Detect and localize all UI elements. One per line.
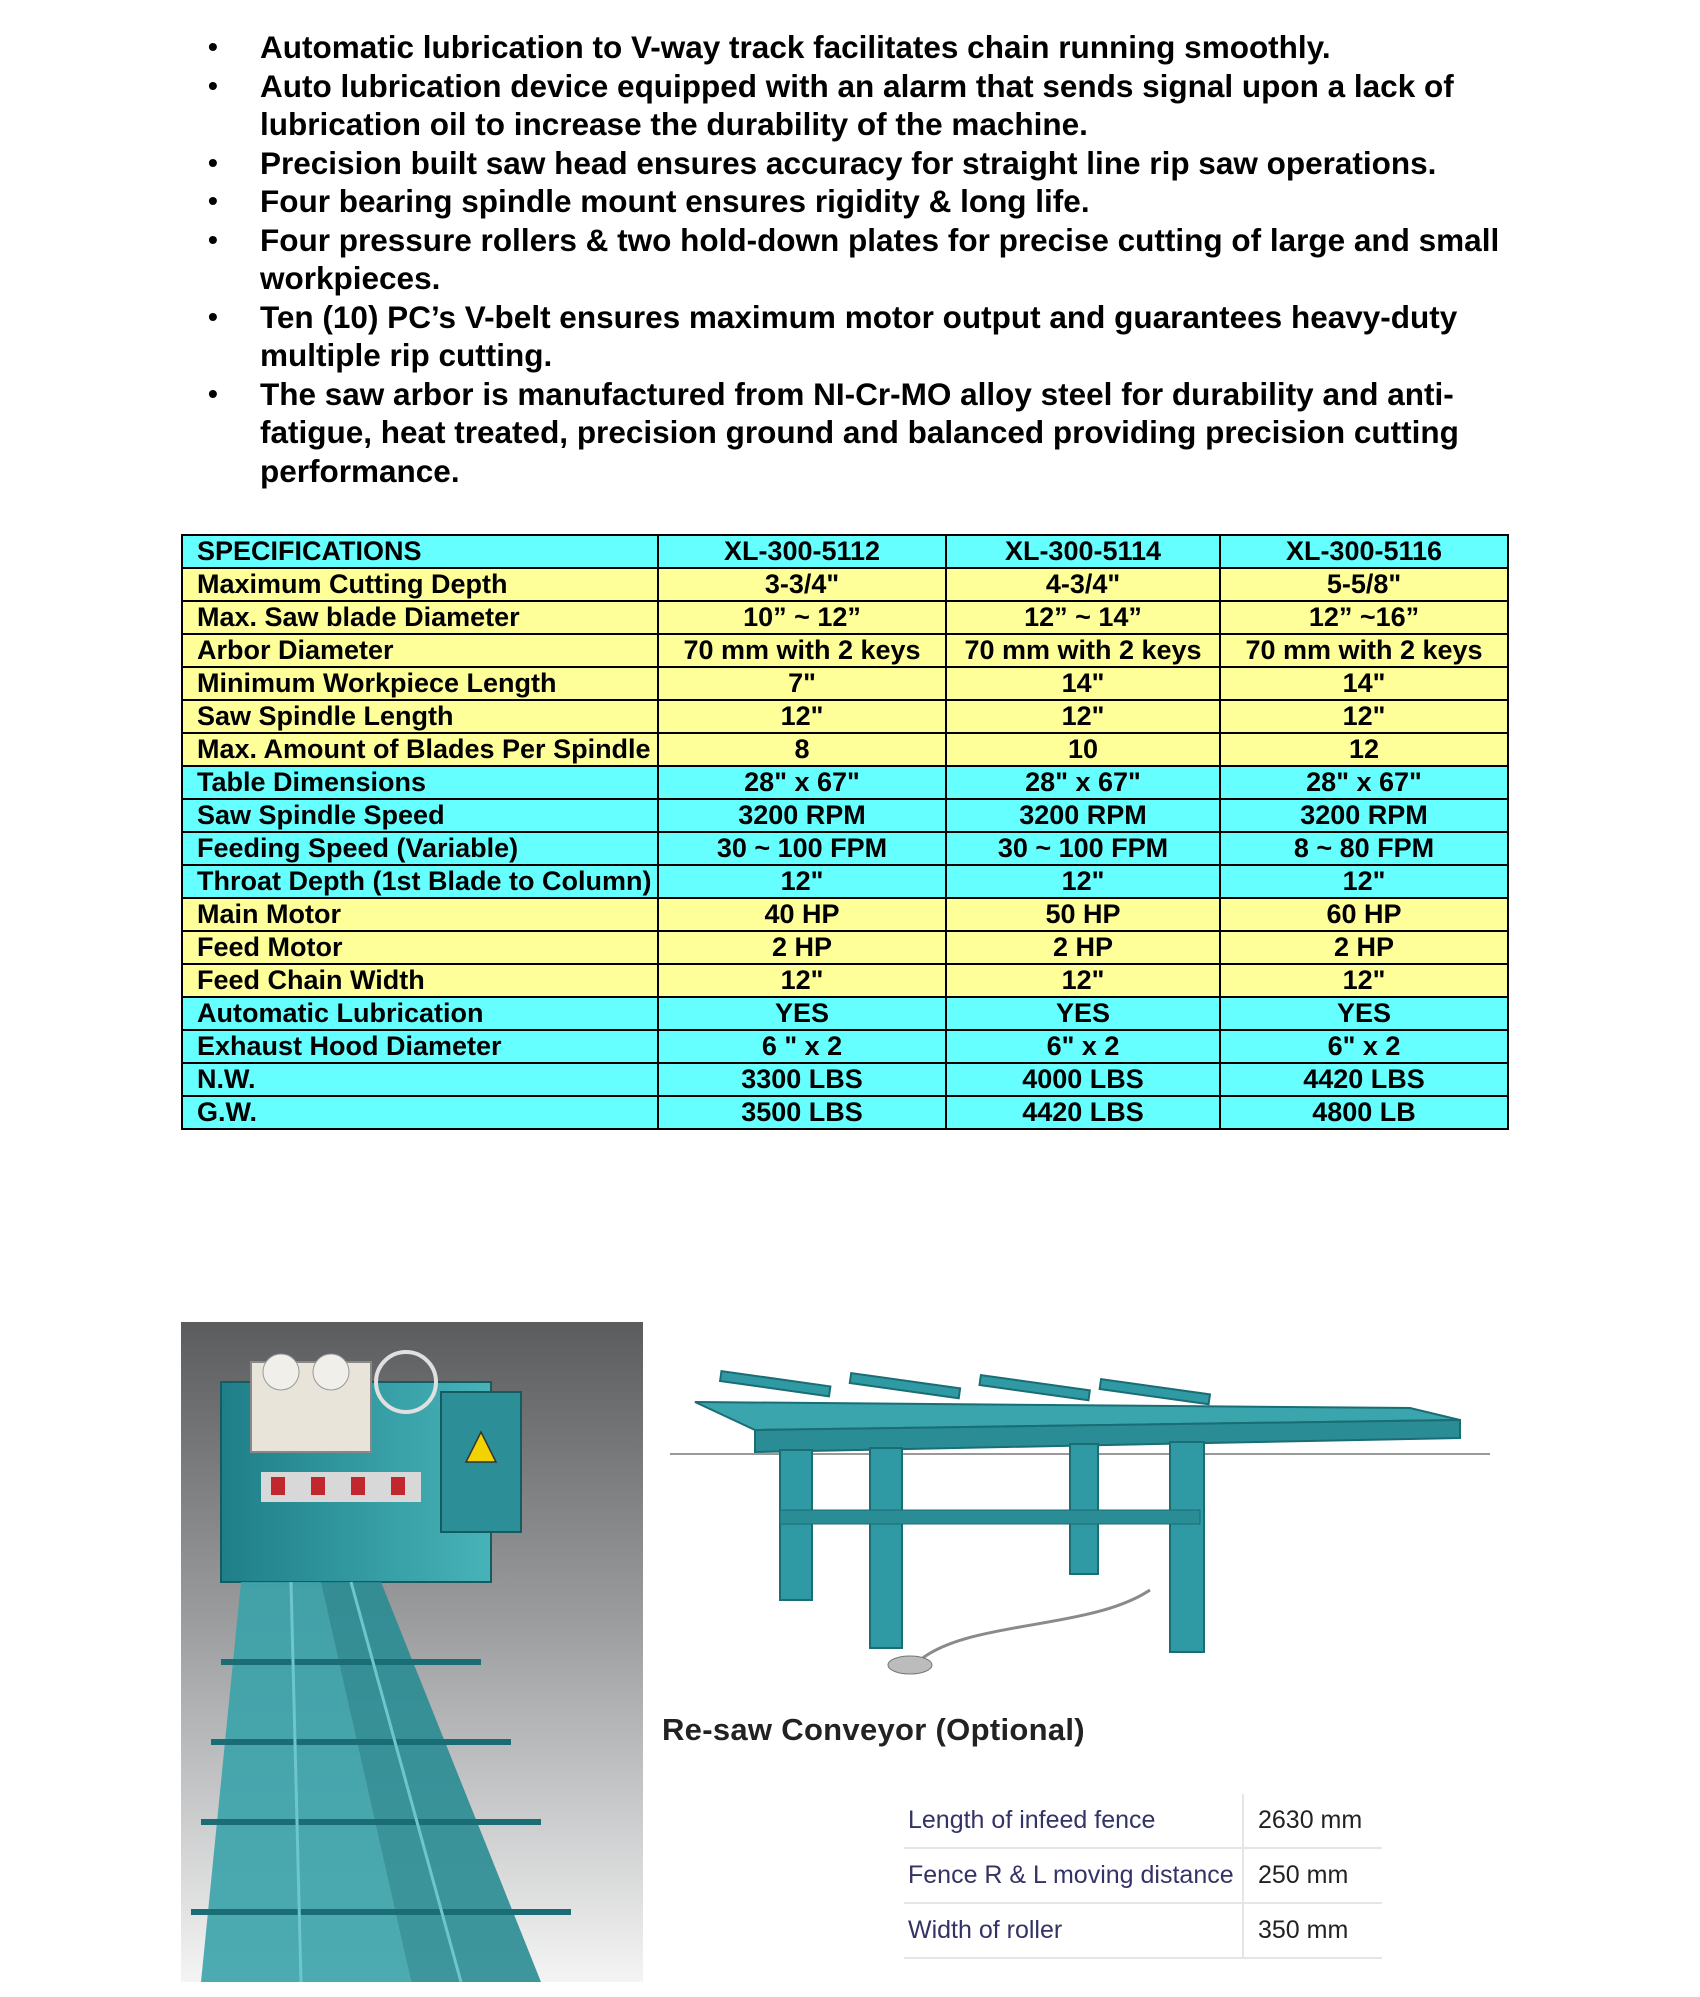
spec-value: 12" [658,700,946,733]
spec-label: Max. Saw blade Diameter [182,601,658,634]
spec-value: 14" [1220,667,1508,700]
spec-label: Feed Chain Width [182,964,658,997]
spec-value: 14" [946,667,1220,700]
spec-value: 12" [946,865,1220,898]
spec-value: 8 [658,733,946,766]
spec-label: Throat Depth (1st Blade to Column) [182,865,658,898]
conveyor-spec-row [904,1848,1382,1903]
bullet-icon: • [208,69,218,101]
spec-value: 28" x 67" [658,766,946,799]
spec-label: Minimum Workpiece Length [182,667,658,700]
spec-row [182,601,1508,634]
spec-label: Feed Motor [182,931,658,964]
spec-row [182,997,1508,1030]
bullet-icon: • [208,377,218,409]
spec-value: 40 HP [658,898,946,931]
spec-header-row [182,535,1508,568]
spec-value: 12" [946,700,1220,733]
spec-value: YES [658,997,946,1030]
spec-value: 70 mm with 2 keys [658,634,946,667]
spec-row [182,865,1508,898]
spec-row [182,832,1508,865]
spec-value: 10” ~ 12” [658,601,946,634]
spec-value: 30 ~ 100 FPM [946,832,1220,865]
spec-value: 12" [1220,700,1508,733]
spec-label: Exhaust Hood Diameter [182,1030,658,1063]
spec-value: 3200 RPM [946,799,1220,832]
conveyor-spec-value: 250 mm [1243,1848,1382,1903]
spec-row [182,964,1508,997]
spec-value: 6 " x 2 [658,1030,946,1063]
conveyor-caption: Re-saw Conveyor (Optional) [662,1712,1085,1747]
conveyor-spec-label: Fence R & L moving distance [904,1848,1243,1903]
spec-value: 3500 LBS [658,1096,946,1129]
spec-value: 2 HP [946,931,1220,964]
spec-value: 10 [946,733,1220,766]
spec-row [182,568,1508,601]
feature-item: • Auto lubrication device equipped with an alarm that sends signal upon a lack of lubrication oil to increase the durability of the machine. [208,67,1454,142]
conveyor-spec-table [904,1794,1382,1959]
spec-value: 12" [658,964,946,997]
spec-value: 60 HP [1220,898,1508,931]
spec-label: Saw Spindle Length [182,700,658,733]
spec-label: Feeding Speed (Variable) [182,832,658,865]
conveyor-spec-row [904,1903,1382,1958]
spec-label: Main Motor [182,898,658,931]
spec-value: 2 HP [658,931,946,964]
spec-row [182,733,1508,766]
spec-header-cell: SPECIFICATIONS [182,535,658,568]
bullet-icon: • [208,300,218,332]
feature-item: • Precision built saw head ensures accuracy for straight line rip saw operations. [208,144,1437,181]
spec-value: 12” ~16” [1220,601,1508,634]
spec-value: 12" [1220,865,1508,898]
spec-value: 7" [658,667,946,700]
rip-saw-machine-photo [181,1322,643,1982]
spec-value: 3300 LBS [658,1063,946,1096]
spec-value: 70 mm with 2 keys [946,634,1220,667]
spec-label: Table Dimensions [182,766,658,799]
spec-row [182,1030,1508,1063]
spec-value: 6" x 2 [946,1030,1220,1063]
spec-label: Maximum Cutting Depth [182,568,658,601]
feature-list [200,28,1550,490]
spec-value: 30 ~ 100 FPM [658,832,946,865]
spec-value: 28" x 67" [946,766,1220,799]
spec-value: 3200 RPM [1220,799,1508,832]
conveyor-spec-label: Width of roller [904,1903,1243,1958]
spec-label: Max. Amount of Blades Per Spindle [182,733,658,766]
spec-label: Automatic Lubrication [182,997,658,1030]
spec-value: YES [1220,997,1508,1030]
bullet-icon: • [208,31,218,62]
spec-row [182,700,1508,733]
spec-value: 12” ~ 14” [946,601,1220,634]
conveyor-spec-row [904,1794,1382,1848]
feature-item: • Automatic lubrication to V-way track facilitates chain running smoothly. [208,29,1331,65]
spec-value: 2 HP [1220,931,1508,964]
spec-value: 50 HP [946,898,1220,931]
spec-value: 4-3/4" [946,568,1220,601]
bullet-icon: • [208,185,218,216]
conveyor-spec-value: 2630 mm [1243,1794,1382,1848]
spec-value: 6" x 2 [1220,1030,1508,1063]
spec-label: Arbor Diameter [182,634,658,667]
spec-row [182,1096,1508,1129]
spec-label: Saw Spindle Speed [182,799,658,832]
spec-row [182,766,1508,799]
spec-value: 3200 RPM [658,799,946,832]
spec-value: 12" [1220,964,1508,997]
model-header-xl-300-5114: XL-300-5114 [946,535,1220,568]
spec-row [182,667,1508,700]
spec-row [182,799,1508,832]
spec-value: 12" [946,964,1220,997]
feature-item: • The saw arbor is manufactured from NI-Cr-MO alloy steel for durability and anti-fatigue, heat treated, precision ground and balanced providing precision cutting performance. [208,375,1459,489]
spec-value: 12 [1220,733,1508,766]
spec-label: N.W. [182,1063,658,1096]
spec-value: 8 ~ 80 FPM [1220,832,1508,865]
spec-label: G.W. [182,1096,658,1129]
spec-value: 28" x 67" [1220,766,1508,799]
model-header-xl-300-5112: XL-300-5112 [658,535,946,568]
spec-value: 5-5/8" [1220,568,1508,601]
spec-row [182,634,1508,667]
re-saw-conveyor-photo [670,1360,1510,1690]
spec-value: 4420 LBS [946,1096,1220,1129]
conveyor-spec-label: Length of infeed fence [904,1794,1243,1848]
spec-value: 12" [658,865,946,898]
spec-value: 3-3/4" [658,568,946,601]
feature-item: • Ten (10) PC’s V-belt ensures maximum motor output and guarantees heavy-duty multiple rip cutting. [208,298,1458,373]
model-header-xl-300-5116: XL-300-5116 [1220,535,1508,568]
conveyor-spec-value: 350 mm [1243,1903,1382,1958]
bullet-icon: • [208,146,218,178]
spec-row [182,931,1508,964]
feature-item: • Four pressure rollers & two hold-down plates for precise cutting of large and small workpieces. [208,221,1500,296]
spec-value: 70 mm with 2 keys [1220,634,1508,667]
spec-row [182,898,1508,931]
spec-row [182,1063,1508,1096]
spec-value: YES [946,997,1220,1030]
specifications-table [181,534,1509,1130]
spec-value: 4420 LBS [1220,1063,1508,1096]
bullet-icon: • [208,223,218,255]
spec-value: 4800 LB [1220,1096,1508,1129]
feature-item: • Four bearing spindle mount ensures rigidity & long life. [208,183,1090,219]
spec-value: 4000 LBS [946,1063,1220,1096]
